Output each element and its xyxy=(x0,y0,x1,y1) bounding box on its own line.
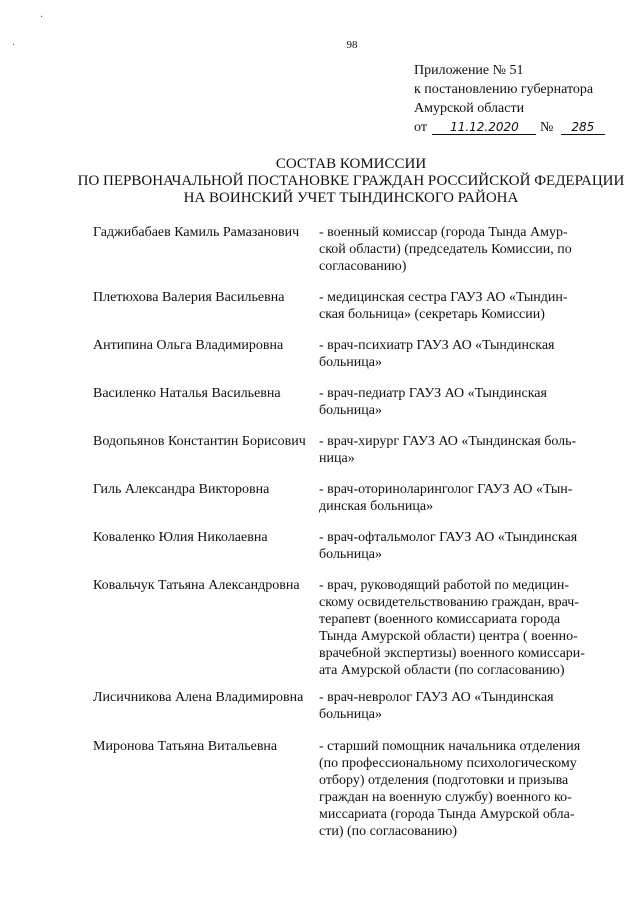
annex-line-1: Приложение № 51 xyxy=(414,63,524,78)
title-line-1: СОСТАВ КОМИССИИ xyxy=(275,156,427,172)
member-role: - медицинская сестра ГАУЗ АО «Тындин- ская больница» (секретарь Комиссии) xyxy=(319,290,568,322)
member-name: Коваленко Юлия Николаевна xyxy=(93,530,268,545)
scan-speck: · xyxy=(40,12,44,23)
handwritten-number: 285 xyxy=(561,120,605,135)
member-name: Гаджибабаев Камиль Рамазанович xyxy=(93,225,300,240)
member-role: - врач, руководящий работой по медицин- скому освидетельствованию граждан, врач- терапевт (военного комиссариата города Тында Амурской области) центра ( военно- врачебной экспертизы) военного комиссари- ата Амурской области (по согласованию) xyxy=(319,578,585,678)
annex-date-number-line xyxy=(414,118,624,137)
member-name: Плетюхова Валерия Васильевна xyxy=(93,290,285,305)
member-role: - врач-хирург ГАУЗ АО «Тындинская боль- ница» xyxy=(319,434,577,466)
title-line-3: НА ВОИНСКИЙ УЧЕТ ТЫНДИНСКОГО РАЙОНА xyxy=(183,190,519,206)
member-role: - врач-невролог ГАУЗ АО «Тындинская больница» xyxy=(319,690,554,722)
document-title xyxy=(0,156,640,207)
member-name: Ковальчук Татьяна Александровна xyxy=(93,578,300,593)
member-name: Миронова Татьяна Витальевна xyxy=(93,739,278,754)
member-role: - врач-педиатр ГАУЗ АО «Тындинская больница» xyxy=(319,386,547,418)
annex-header xyxy=(414,61,624,137)
title-line-2: ПО ПЕРВОНАЧАЛЬНОЙ ПОСТАНОВКЕ ГРАЖДАН РОССИЙСКОЙ ФЕДЕРАЦИИ xyxy=(77,173,625,189)
member-name: Василенко Наталья Васильевна xyxy=(93,386,281,401)
member-role: - врач-офтальмолог ГАУЗ АО «Тындинская больница» xyxy=(319,530,578,562)
number-prefix: № xyxy=(539,120,554,135)
handwritten-date: 11.12.2020 xyxy=(432,120,536,135)
date-prefix: от xyxy=(414,120,427,135)
member-name: Водопьянов Константин Борисович xyxy=(93,434,306,449)
member-role: - врач-психиатр ГАУЗ АО «Тындинская больница» xyxy=(319,338,555,370)
scan-speck: · xyxy=(12,40,16,51)
member-name: Гиль Александра Викторовна xyxy=(93,482,270,497)
annex-line-2: к постановлению губернатора xyxy=(414,82,594,97)
member-name: Антипина Ольга Владимировна xyxy=(93,338,284,353)
member-role: - старший помощник начальника отделения (по профессиональному психологическому отбору) отделения (подготовки и призыва граждан на военную службу) военного ко- миссариата (города Тында Амурской обла- сти) (по согласованию) xyxy=(319,739,581,839)
page-number: 98 xyxy=(346,39,358,51)
annex-line-3: Амурской области xyxy=(414,101,525,116)
member-name: Лисичникова Алена Владимировна xyxy=(93,690,304,705)
member-role: - врач-оториноларинголог ГАУЗ АО «Тын- динская больница» xyxy=(319,482,573,514)
member-role: - военный комиссар (города Тында Амур- ской области) (председатель Комиссии, по согласованию) xyxy=(319,225,572,274)
